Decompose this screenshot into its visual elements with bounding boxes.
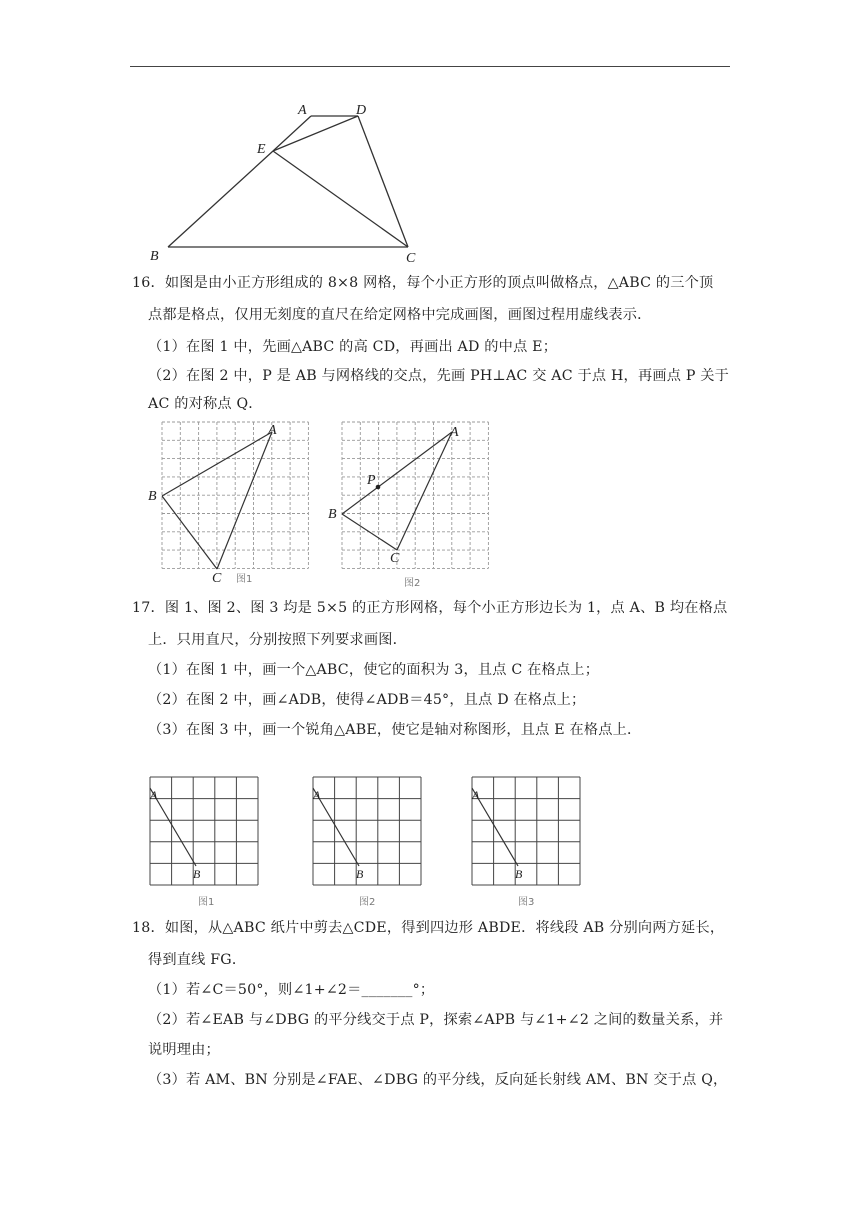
q16-fig1-label-C: C [212,571,222,586]
q17-fig1-label-B: B [193,867,201,881]
q16-fig2-label-B: B [328,507,337,522]
q17-fig3-caption: 图3 [518,897,535,908]
q18-line-1: 18．如图，从△ABC 纸片中剪去△CDE，得到四边形 ABDE．将线段 AB 分别向两方延长， [132,920,725,936]
q17-line-3: （1）在图 1 中，画一个△ABC，使它的面积为 3，且点 C 在格点上； [148,662,600,678]
q18-line-2: 得到直线 FG． [148,952,247,968]
q16-fig1-label-A: A [268,423,277,438]
q16-line-5: AC 的对称点 Q． [148,396,263,412]
label-A: A [298,103,307,118]
q16-fig2-label-C: C [390,551,400,566]
q18-line-6: （3）若 AM、BN 分别是∠FAE、∠DBG 的平分线，反向延长射线 AM、BN 交于点 Q， [148,1072,728,1088]
q16-fig2-caption: 图2 [404,578,421,589]
q17-line-2: 上．只用直尺，分别按照下列要求画图． [148,632,407,648]
q16-fig2-label-A: A [450,425,459,440]
q17-fig2-caption: 图2 [359,897,376,908]
q17-line-4: （2）在图 2 中，画∠ADB，使得∠ADB＝45°，且点 D 在格点上； [148,692,586,708]
q17-fig2-label-B: B [356,867,364,881]
q17-fig2-label-A: A [313,788,321,802]
q16-fig1-caption: 图1 [236,574,253,585]
q16-line-4: （2）在图 2 中，P 是 AB 与网格线的交点，先画 PH⊥AC 交 AC 于点 H，再画点 P 关于 [148,368,730,384]
q17-line-1: 17．图 1、图 2、图 3 均是 5×5 的正方形网格，每个小正方形边长为 1，点 A、B 均在格点 [132,600,728,616]
q18-line-3: （1）若∠C＝50°，则∠1+∠2＝_______°； [148,982,435,998]
q16-figure-1 [146,416,316,591]
q17-fig3-label-A: A [472,788,480,802]
figure-quadrilateral [140,96,440,266]
q18-line-4: （2）若∠EAB 与∠DBG 的平分线交于点 P，探索∠APB 与∠1+∠2 之间的数量关系，并 [148,1012,724,1028]
q17-fig1-caption: 图1 [198,897,215,908]
header-rule [130,66,730,67]
q16-fig1-label-B: B [148,489,157,504]
q16-line-2: 点都是格点，仅用无刻度的直尺在给定网格中完成画图，画图过程用虚线表示． [148,307,652,323]
q16-figure-2 [326,416,496,591]
label-C: C [406,251,416,266]
q17-fig3-label-B: B [515,867,523,881]
q17-figure-2 [309,772,429,912]
q17-line-5: （3）在图 3 中，画一个锐角△ABE，使它是轴对称图形，且点 E 在格点上． [148,722,642,738]
q16-line-1: 16．如图是由小正方形组成的 8×8 网格，每个小正方形的顶点叫做格点，△ABC 的三个顶 [132,275,714,291]
label-B: B [150,249,159,264]
q17-fig1-label-A: A [150,788,158,802]
q18-line-5: 说明理由； [148,1042,220,1058]
label-E: E [257,142,266,157]
q17-figure-1 [146,772,266,912]
q17-figure-3 [468,772,588,912]
q16-fig2-label-P: P [367,473,376,488]
label-D: D [356,103,367,118]
q16-line-3: （1）在图 1 中，先画△ABC 的高 CD，再画出 AD 的中点 E； [148,339,558,355]
q16-fig2-point-P [376,485,381,490]
